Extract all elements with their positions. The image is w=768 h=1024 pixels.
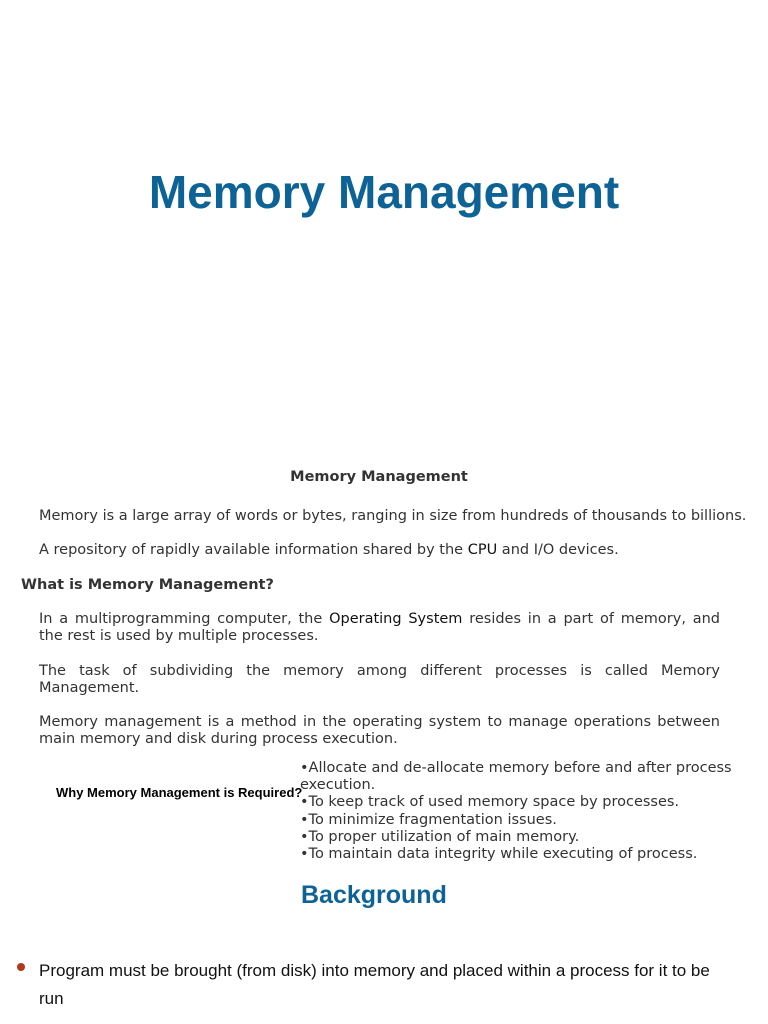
why-required-label: Why Memory Management is Required?: [56, 785, 303, 800]
multiprogramming-text-before: In a multiprogramming computer, the: [39, 611, 330, 627]
bullet-item: Program must be brought (from disk) into memory and placed within a process for it to be run: [39, 961, 710, 1008]
slide-title: Memory Management: [148, 166, 620, 218]
intro-paragraph: Memory is a large array of words or bytes, ranging in size from hundreds of thousands to billions.: [39, 508, 747, 524]
repository-text-after: and I/O devices.: [497, 542, 619, 558]
repository-text-before: A repository of rapidly available information shared by the: [39, 542, 468, 558]
reason-item: •To minimize fragmentation issues.: [300, 811, 557, 828]
reasons-list: [300, 760, 740, 863]
multiprogramming-paragraph: [39, 611, 720, 645]
operating-system-link[interactable]: Operating System: [329, 611, 463, 627]
cpu-link[interactable]: CPU: [467, 542, 498, 558]
bullet-dot-icon: [17, 963, 25, 971]
multiprogramming-text-after: resides in a part of memory, and the rest is used by multiple processes.: [39, 611, 720, 644]
what-is-heading: What is Memory Management?: [21, 577, 274, 593]
reason-item: •To maintain data integrity while executing of process.: [300, 846, 698, 863]
task-paragraph: The task of subdividing the memory among different processes is called Memory Management.: [39, 663, 720, 696]
article-title: Memory Management: [290, 469, 468, 485]
background-heading: Background: [301, 881, 447, 909]
repository-paragraph: [39, 542, 739, 559]
reason-item: •To proper utilization of main memory.: [300, 828, 580, 845]
reason-item: •To keep track of used memory space by processes.: [300, 794, 680, 811]
reason-item: •Allocate and de-allocate memory before and after process execution.: [300, 760, 732, 794]
method-paragraph: Memory management is a method in the operating system to manage operations between main memory and disk during process execution.: [39, 714, 720, 747]
